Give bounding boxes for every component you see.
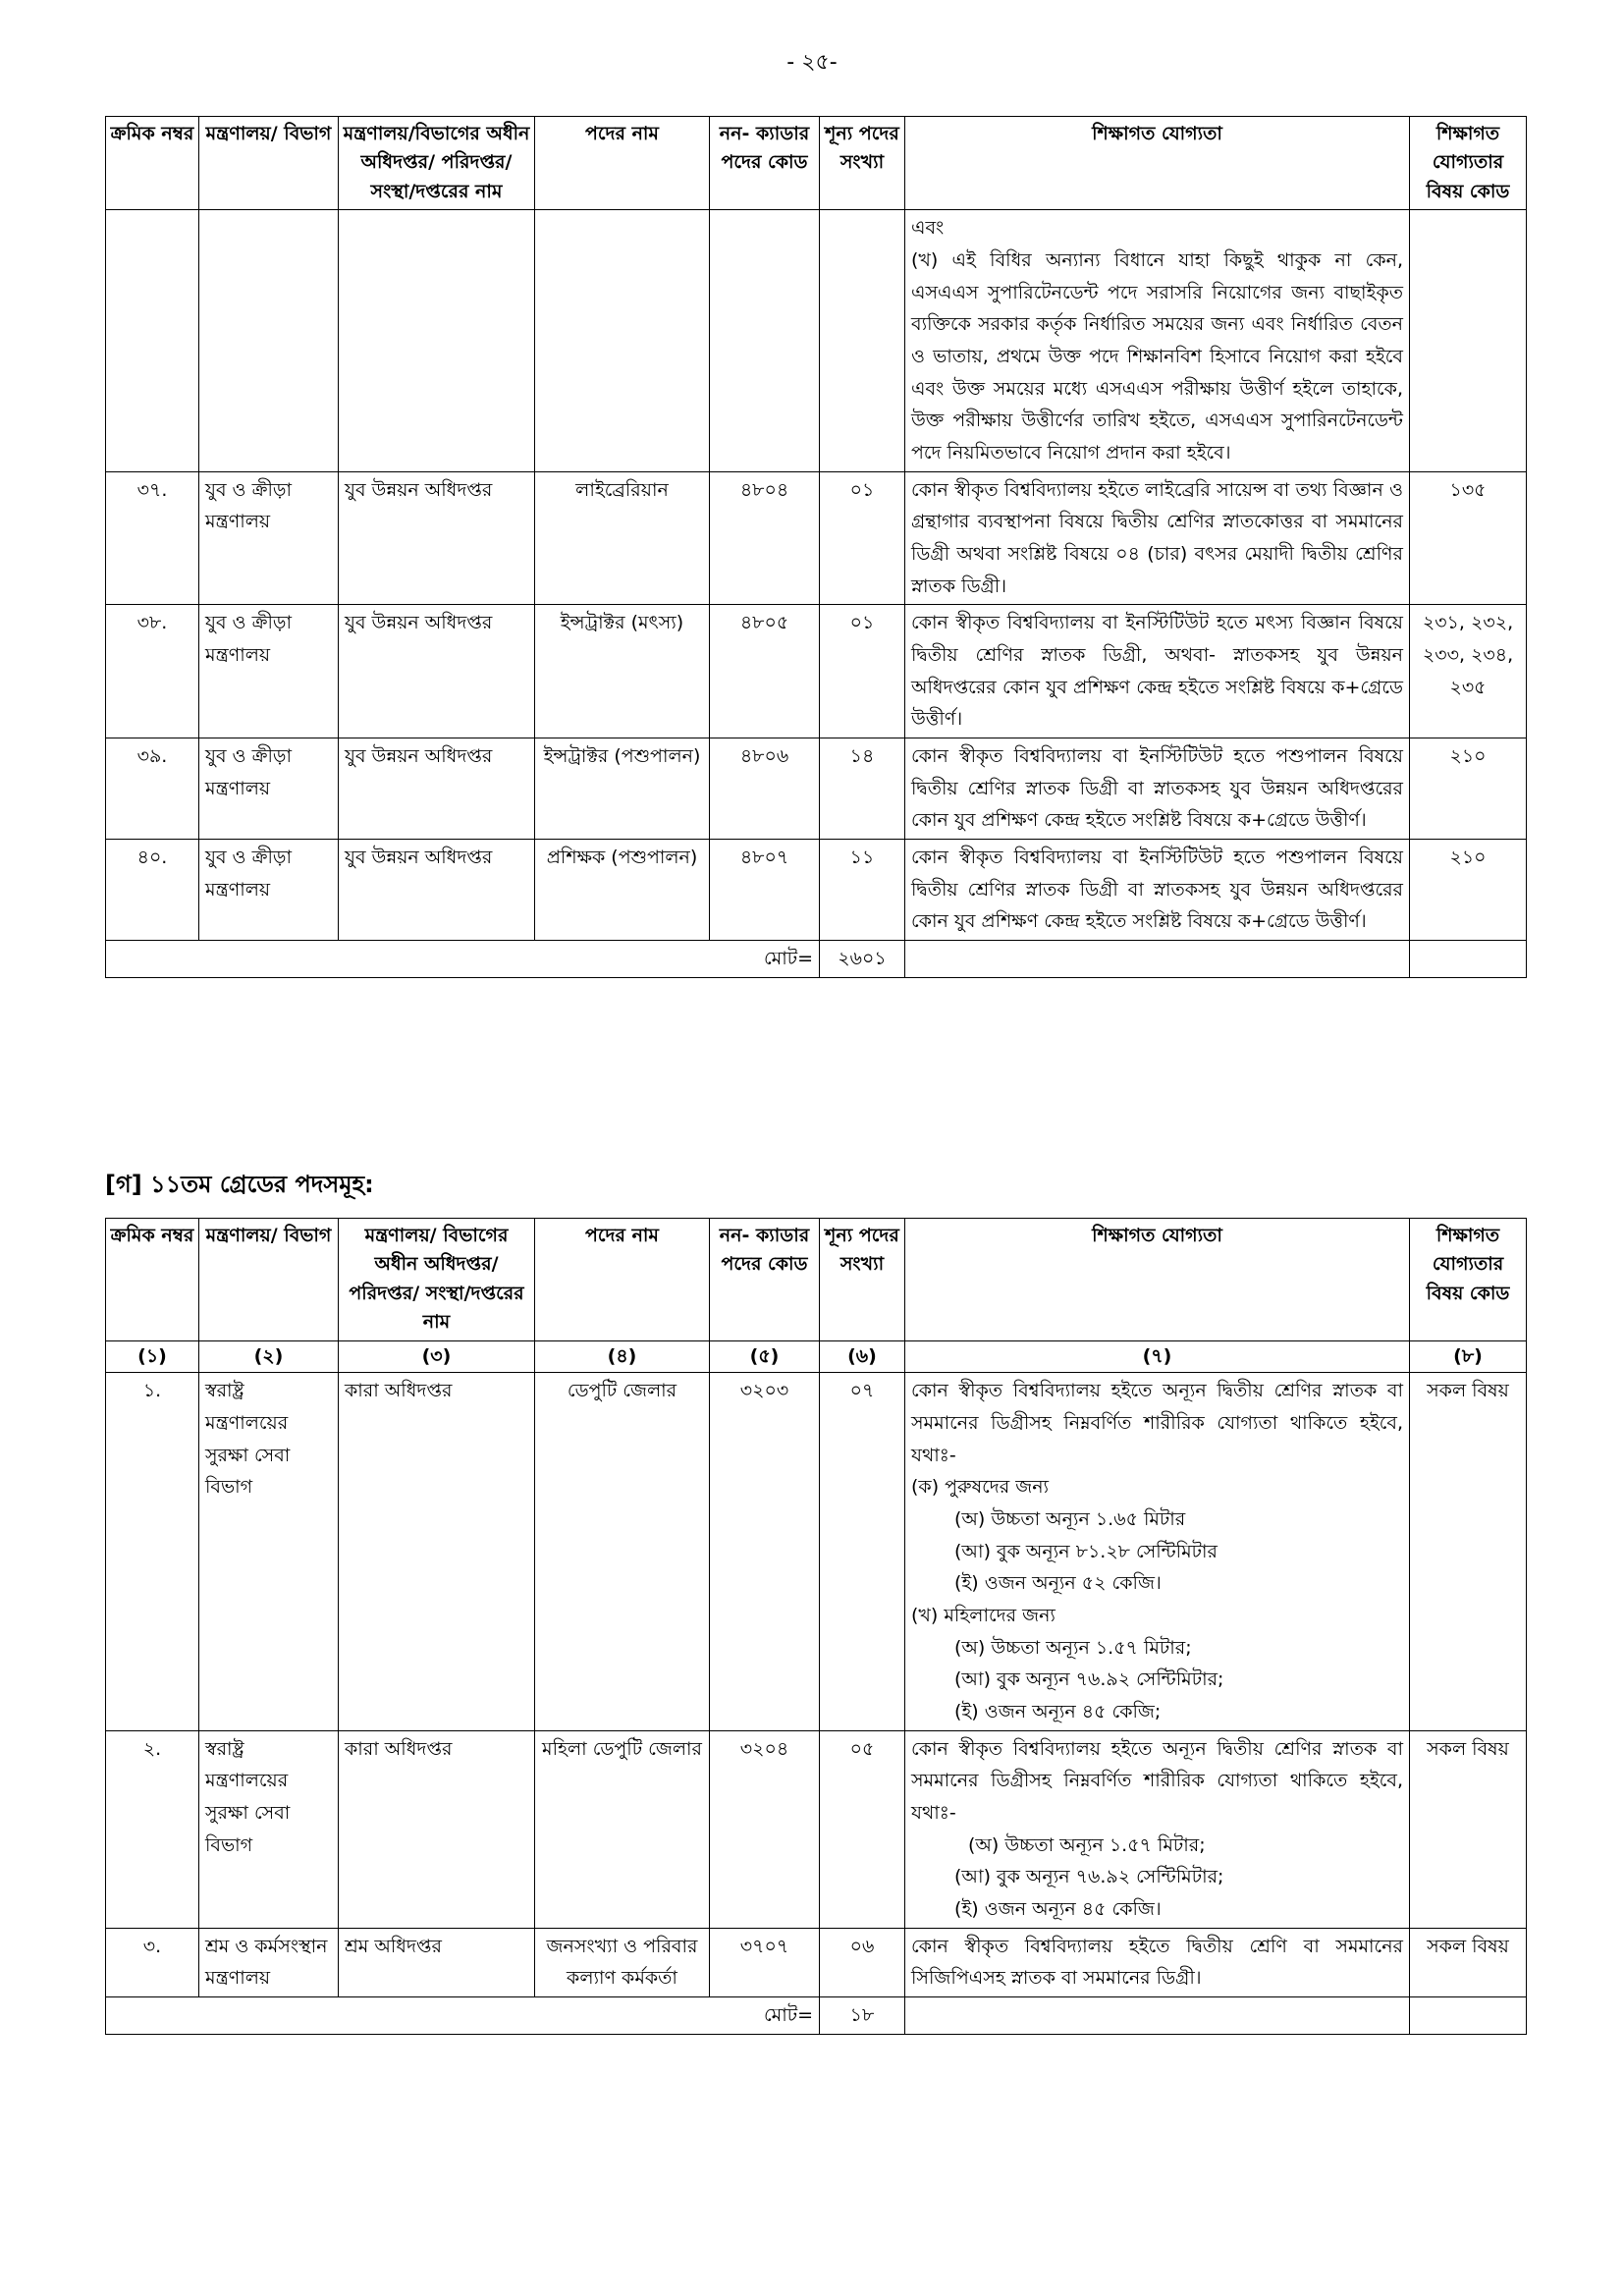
header-subject-code: শিক্ষাগত যোগ্যতার বিষয় কোড <box>1410 1219 1527 1341</box>
row-vacancy: ১৪ <box>820 738 905 840</box>
row-ministry: স্বরাষ্ট্র মন্ত্রণালয়ের সুরক্ষা সেবা বিভাগ <box>199 1373 339 1730</box>
row-post: জনসংখ্যা ও পরিবার কল্যাণ কর্মকর্তা <box>535 1928 710 1996</box>
men-requirement-item: (অ) উচ্চতা অন্যূন ১.৬৫ মিটার <box>954 1507 1186 1530</box>
total-row <box>106 1996 1527 2034</box>
row-serial: ৪০. <box>106 840 199 941</box>
row-vacancy: ০৫ <box>820 1730 905 1928</box>
column-number: (৮) <box>1410 1340 1527 1372</box>
row-qualification <box>905 1373 1410 1730</box>
row-code: ৪৮০৬ <box>710 738 820 840</box>
column-number: (৩) <box>339 1340 535 1372</box>
table-row <box>106 1730 1527 1928</box>
row-qualification: কোন স্বীকৃত বিশ্ববিদ্যালয় বা ইনস্টিটিউট হতে পশুপালন বিষয়ে দ্বিতীয় শ্রেণির স্নাতক ডিগ্রী বা স্নাতকসহ যুব উন্নয়ন অধিদপ্তরের কোন যুব প্রশিক্ষণ কেন্দ্র হইতে সংশ্লিষ্ট বিষয়ে ক+গ্রেডে উত্তীর্ণ। <box>905 738 1410 840</box>
row-subject-code: সকল বিষয় <box>1410 1928 1527 1996</box>
row-vacancy: ০৭ <box>820 1373 905 1730</box>
qualification-continuation <box>905 210 1410 471</box>
table-header-row <box>106 1219 1527 1341</box>
row-qualification: কোন স্বীকৃত বিশ্ববিদ্যালয় বা ইনস্টিটিউট হতে পশুপালন বিষয়ে দ্বিতীয় শ্রেণির স্নাতক ডিগ্রী বা স্নাতকসহ যুব উন্নয়ন অধিদপ্তরের কোন যুব প্রশিক্ষণ কেন্দ্র হইতে সংশ্লিষ্ট বিষয়ে ক+গ্রেডে উত্তীর্ণ। <box>905 840 1410 941</box>
row-ministry: স্বরাষ্ট্র মন্ত্রণালয়ের সুরক্ষা সেবা বিভাগ <box>199 1730 339 1928</box>
header-post: পদের নাম <box>535 117 710 210</box>
header-vacancy: শূন্য পদের সংখ্যা <box>820 117 905 210</box>
row-qualification: কোন স্বীকৃত বিশ্ববিদ্যালয় বা ইনস্টিটিউট হতে মৎস্য বিজ্ঞান বিষয়ে দ্বিতীয় শ্রেণির স্নাতক ডিগ্রী, অথবা- স্নাতকসহ যুব উন্নয়ন অধিদপ্তরের কোন যুব প্রশিক্ষণ কেন্দ্র হইতে সংশ্লিষ্ট বিষয়ে ক+গ্রেডে উত্তীর্ণ। <box>905 605 1410 738</box>
row-post: মহিলা ডেপুটি জেলার <box>535 1730 710 1928</box>
header-post: পদের নাম <box>535 1219 710 1341</box>
row-code: ৩২০৩ <box>710 1373 820 1730</box>
row-vacancy: ০১ <box>820 605 905 738</box>
row-serial: ৩. <box>106 1928 199 1996</box>
table-row <box>106 1928 1527 1996</box>
row-serial: ২. <box>106 1730 199 1928</box>
row-code: ৪৮০৭ <box>710 840 820 941</box>
row-department: শ্রম অধিদপ্তর <box>339 1928 535 1996</box>
women-requirement-item: (আ) বুক অন্যূন ৭৬.৯২ সেন্টিমিটার; <box>954 1668 1224 1691</box>
row-vacancy: ১১ <box>820 840 905 941</box>
table-row <box>106 738 1527 840</box>
total-label: মোট= <box>106 1996 820 2034</box>
row-serial: ৩৯. <box>106 738 199 840</box>
row-subject-code: ২৩১, ২৩২, ২৩৩, ২৩৪, ২৩৫ <box>1410 605 1527 738</box>
header-ministry: মন্ত্রণালয়/ বিভাগ <box>199 117 339 210</box>
table-row <box>106 210 1527 471</box>
requirement-item: (অ) উচ্চতা অন্যূন ১.৫৭ মিটার; <box>968 1833 1206 1856</box>
continuation-clause-kha: (খ) এই বিধির অন্যান্য বিধানে যাহা কিছুই থাকুক না কেন, এসএএস সুপারিটেনডেন্ট পদে সরাসরি নিয়োগের জন্য বাছাইকৃত ব্যক্তিকে সরকার কর্তৃক নির্ধারিত সময়ের জন্য এবং নির্ধারিত বেতন ও ভাতায়, প্রথমে উক্ত পদে শিক্ষানবিশ হিসাবে নিয়োগ করা হইবে এবং উক্ত সময়ের মধ্যে এসএএস পরীক্ষায় উত্তীর্ণ হইলে তাহাকে, উক্ত পরীক্ষায় উত্তীর্ণের তারিখ হইতে, এসএএস সুপারিনটেনডেন্ট পদে নিয়মিতভাবে নিয়োগ প্রদান করা হইবে। <box>911 248 1403 465</box>
header-serial: ক্রমিক নম্বর <box>106 1219 199 1341</box>
header-serial: ক্রমিক নম্বর <box>106 117 199 210</box>
row-subject-code: ২১০ <box>1410 840 1527 941</box>
row-subject-code: ২১০ <box>1410 738 1527 840</box>
row-subject-code: সকল বিষয় <box>1410 1730 1527 1928</box>
posts-table-continued <box>105 116 1527 978</box>
grade-11-posts-table <box>105 1218 1527 2035</box>
requirement-item: (ই) ওজন অন্যূন ৪৫ কেজি। <box>954 1897 1162 1920</box>
row-department: যুব উন্নয়ন অধিদপ্তর <box>339 738 535 840</box>
row-ministry: শ্রম ও কর্মসংস্থান মন্ত্রণালয় <box>199 1928 339 1996</box>
row-qualification <box>905 1730 1410 1928</box>
women-requirement-item: (ই) ওজন অন্যূন ৪৫ কেজি; <box>954 1700 1162 1722</box>
table-row <box>106 605 1527 738</box>
row-ministry: যুব ও ক্রীড়া মন্ত্রণালয় <box>199 471 339 605</box>
header-department: মন্ত্রণালয়/ বিভাগের অধীন অধিদপ্তর/ পরিদপ্তর/ সংস্থা/দপ্তরের নাম <box>339 1219 535 1341</box>
women-requirement-item: (অ) উচ্চতা অন্যূন ১.৫৭ মিটার; <box>954 1636 1192 1659</box>
total-value: ২৬০১ <box>820 941 905 978</box>
requirement-item: (আ) বুক অন্যূন ৭৬.৯২ সেন্টিমিটার; <box>954 1866 1224 1888</box>
column-number: (৬) <box>820 1340 905 1372</box>
row-department: যুব উন্নয়ন অধিদপ্তর <box>339 605 535 738</box>
row-ministry: যুব ও ক্রীড়া মন্ত্রণালয় <box>199 840 339 941</box>
column-number: (৪) <box>535 1340 710 1372</box>
header-vacancy: শূন্য পদের সংখ্যা <box>820 1219 905 1341</box>
total-row <box>106 941 1527 978</box>
row-department: কারা অধিদপ্তর <box>339 1730 535 1928</box>
header-qualification: শিক্ষাগত যোগ্যতা <box>905 117 1410 210</box>
continuation-and: এবং <box>911 217 945 240</box>
row-serial: ৩৭. <box>106 471 199 605</box>
row-qualification: কোন স্বীকৃত বিশ্ববিদ্যালয় হইতে লাইব্রেরি সায়েন্স বা তথ্য বিজ্ঞান ও গ্রন্থাগার ব্যবস্থাপনা বিষয়ে দ্বিতীয় শ্রেণির স্নাতকোত্তর বা সমমানের ডিগ্রী অথবা সংশ্লিষ্ট বিষয়ে ০৪ (চার) বৎসর মেয়াদী দ্বিতীয় শ্রেণির স্নাতক ডিগ্রী। <box>905 471 1410 605</box>
row-vacancy: ০৬ <box>820 1928 905 1996</box>
header-department: মন্ত্রণালয়/বিভাগের অধীন অধিদপ্তর/ পরিদপ্তর/ সংস্থা/দপ্তরের নাম <box>339 117 535 210</box>
total-value: ১৮ <box>820 1996 905 2034</box>
header-qualification: শিক্ষাগত যোগ্যতা <box>905 1219 1410 1341</box>
row-ministry: যুব ও ক্রীড়া মন্ত্রণালয় <box>199 738 339 840</box>
table-row <box>106 1373 1527 1730</box>
row-post: প্রশিক্ষক (পশুপালন) <box>535 840 710 941</box>
table-header-row <box>106 117 1527 210</box>
row-code: ৩২০৪ <box>710 1730 820 1928</box>
column-number: (৫) <box>710 1340 820 1372</box>
section-heading: [গ] ১১তম গ্রেডের পদসমূহ: <box>105 1171 374 1198</box>
row-code: ৪৮০৪ <box>710 471 820 605</box>
row-serial: ১. <box>106 1373 199 1730</box>
row-ministry: যুব ও ক্রীড়া মন্ত্রণালয় <box>199 605 339 738</box>
page-number: - ২৫- <box>786 50 838 75</box>
row-department: যুব উন্নয়ন অধিদপ্তর <box>339 840 535 941</box>
row-post: ইন্সট্রাক্টর (পশুপালন) <box>535 738 710 840</box>
table-row <box>106 840 1527 941</box>
column-number: (১) <box>106 1340 199 1372</box>
header-ministry: মন্ত্রণালয়/ বিভাগ <box>199 1219 339 1341</box>
total-label: মোট= <box>106 941 820 978</box>
qualification-intro: কোন স্বীকৃত বিশ্ববিদ্যালয় হইতে অন্যূন দ্বিতীয় শ্রেণির স্নাতক বা সমমানের ডিগ্রীসহ নিম্নবর্ণিত শারীরিক যোগ্যতা থাকিতে হইবে, যথাঃ- <box>911 1380 1403 1466</box>
row-code: ৩৭০৭ <box>710 1928 820 1996</box>
row-subject-code: সকল বিষয় <box>1410 1373 1527 1730</box>
column-number: (২) <box>199 1340 339 1372</box>
row-post: ইন্সট্রাক্টর (মৎস্য) <box>535 605 710 738</box>
women-requirements-label: (খ) মহিলাদের জন্য <box>911 1604 1056 1626</box>
row-qualification: কোন স্বীকৃত বিশ্ববিদ্যালয় হইতে দ্বিতীয় শ্রেণি বা সমমানের সিজিপিএসহ স্নাতক বা সমমানের ডিগ্রী। <box>905 1928 1410 1996</box>
row-department: যুব উন্নয়ন অধিদপ্তর <box>339 471 535 605</box>
header-code: নন- ক্যাডার পদের কোড <box>710 1219 820 1341</box>
row-subject-code: ১৩৫ <box>1410 471 1527 605</box>
header-subject-code: শিক্ষাগত যোগ্যতার বিষয় কোড <box>1410 117 1527 210</box>
row-department: কারা অধিদপ্তর <box>339 1373 535 1730</box>
row-post: ডেপুটি জেলার <box>535 1373 710 1730</box>
header-code: নন- ক্যাডার পদের কোড <box>710 117 820 210</box>
column-number: (৭) <box>905 1340 1410 1372</box>
row-vacancy: ০১ <box>820 471 905 605</box>
row-serial: ৩৮. <box>106 605 199 738</box>
row-code: ৪৮০৫ <box>710 605 820 738</box>
men-requirement-item: (ই) ওজন অন্যূন ৫২ কেজি। <box>954 1572 1162 1595</box>
column-number-row <box>106 1340 1527 1372</box>
men-requirements-label: (ক) পুরুষদের জন্য <box>911 1476 1050 1499</box>
row-post: লাইব্রেরিয়ান <box>535 471 710 605</box>
qualification-intro: কোন স্বীকৃত বিশ্ববিদ্যালয় হইতে অন্যূন দ্বিতীয় শ্রেণির স্নাতক বা সমমানের ডিগ্রীসহ নিম্নবর্ণিত শারীরিক যোগ্যতা থাকিতে হইবে, যথাঃ- <box>911 1737 1403 1824</box>
men-requirement-item: (আ) বুক অন্যূন ৮১.২৮ সেন্টিমিটার <box>954 1540 1218 1562</box>
table-row <box>106 471 1527 605</box>
